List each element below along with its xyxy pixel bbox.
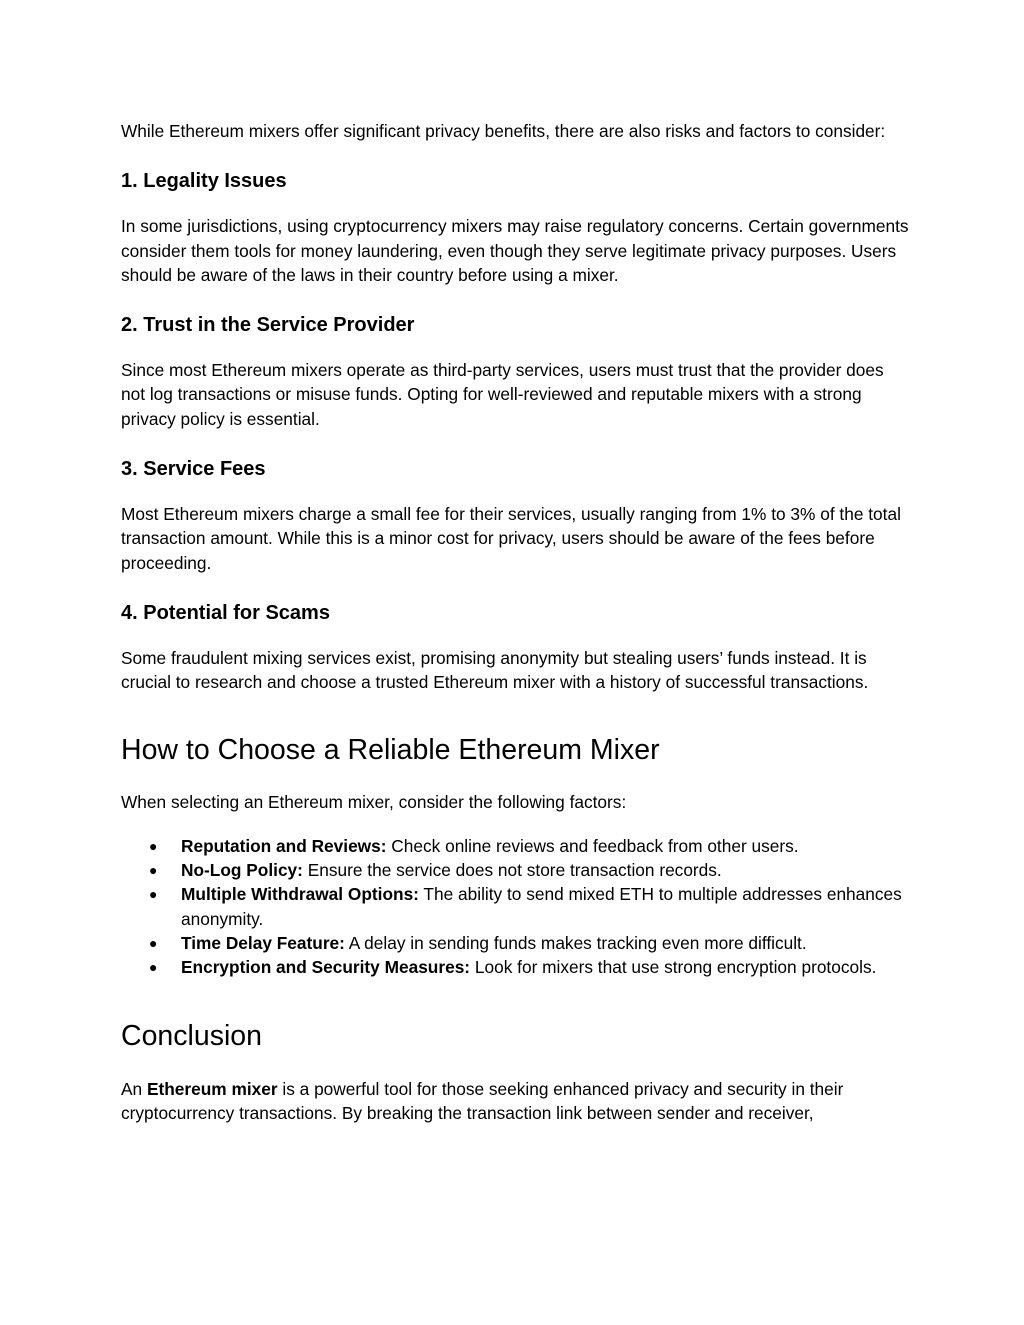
list-item-text: Ensure the service does not store transaction records. [302,860,722,881]
list-item-text: Look for mixers that use strong encryption protocols. [470,957,877,978]
list-item [121,882,911,931]
list-item-term: Multiple Withdrawal Options: [181,884,419,905]
conclusion-bold-term: Ethereum mixer [146,1078,278,1099]
section-heading-trust: 2. Trust in the Service Provider [121,314,415,337]
bullet-icon: ● [149,837,158,854]
list-item [121,955,911,979]
choose-intro: When selecting an Ethereum mixer, consider the following factors: [121,791,627,812]
section-body-scams: Some fraudulent mixing services exist, promising anonymity but stealing users’ funds instead. It is crucial to research and choose a trusted Ethereum mixer with a history of successful transactions. [121,647,869,693]
list-item-term: Encryption and Security Measures: [181,957,471,978]
document-page [121,119,911,1125]
list-item [121,858,911,882]
section-body-legality: In some jurisdictions, using cryptocurrency mixers may raise regulatory concerns. Certain governments consider them tools for money laundering, even though they serve legitimate privacy purposes. Users should be aware of the laws in their country before using a mixer. [121,216,909,285]
list-item-text: The ability to send mixed ETH to multiple addresses enhances anonymity. [181,884,902,929]
section-body-fees: Most Ethereum mixers charge a small fee for their services, usually ranging from 1% to 3% of the total transaction amount. While this is a minor cost for privacy, users should be aware of the fees before proceeding. [121,504,901,573]
bullet-icon: ● [149,886,158,903]
conclusion-paragraph [121,1077,911,1126]
bullet-icon: ● [149,862,158,879]
list-item [121,834,911,858]
section-heading-fees: 3. Service Fees [121,458,266,481]
list-item [121,931,911,955]
list-item-term: Reputation and Reviews: [181,835,387,856]
list-item-term: Time Delay Feature: [181,933,345,954]
choose-heading: How to Choose a Reliable Ethereum Mixer [121,733,660,766]
conclusion-lead: An [121,1078,147,1099]
list-item-term: No-Log Policy: [181,860,303,881]
list-item-text: Check online reviews and feedback from other users. [386,835,799,856]
conclusion-rest: is a powerful tool for those seeking enhanced privacy and security in their cryptocurrency transactions. By breaking the transaction link between sender and receiver, [121,1078,844,1123]
section-heading-scams: 4. Potential for Scams [121,601,330,624]
section-body-trust: Since most Ethereum mixers operate as third-party services, users must trust that the provider does not log transactions or misuse funds. Opting for well-reviewed and reputable mixers with a strong privacy policy is essential. [121,360,884,429]
bullet-icon: ● [149,959,158,976]
list-item-text: A delay in sending funds makes tracking even more difficult. [344,933,807,954]
factors-list [121,834,911,980]
conclusion-heading: Conclusion [121,1019,262,1052]
bullet-icon: ● [149,935,158,952]
section-heading-legality: 1. Legality Issues [121,170,287,193]
intro-paragraph: While Ethereum mixers offer significant privacy benefits, there are also risks and factors to consider: [121,121,886,141]
